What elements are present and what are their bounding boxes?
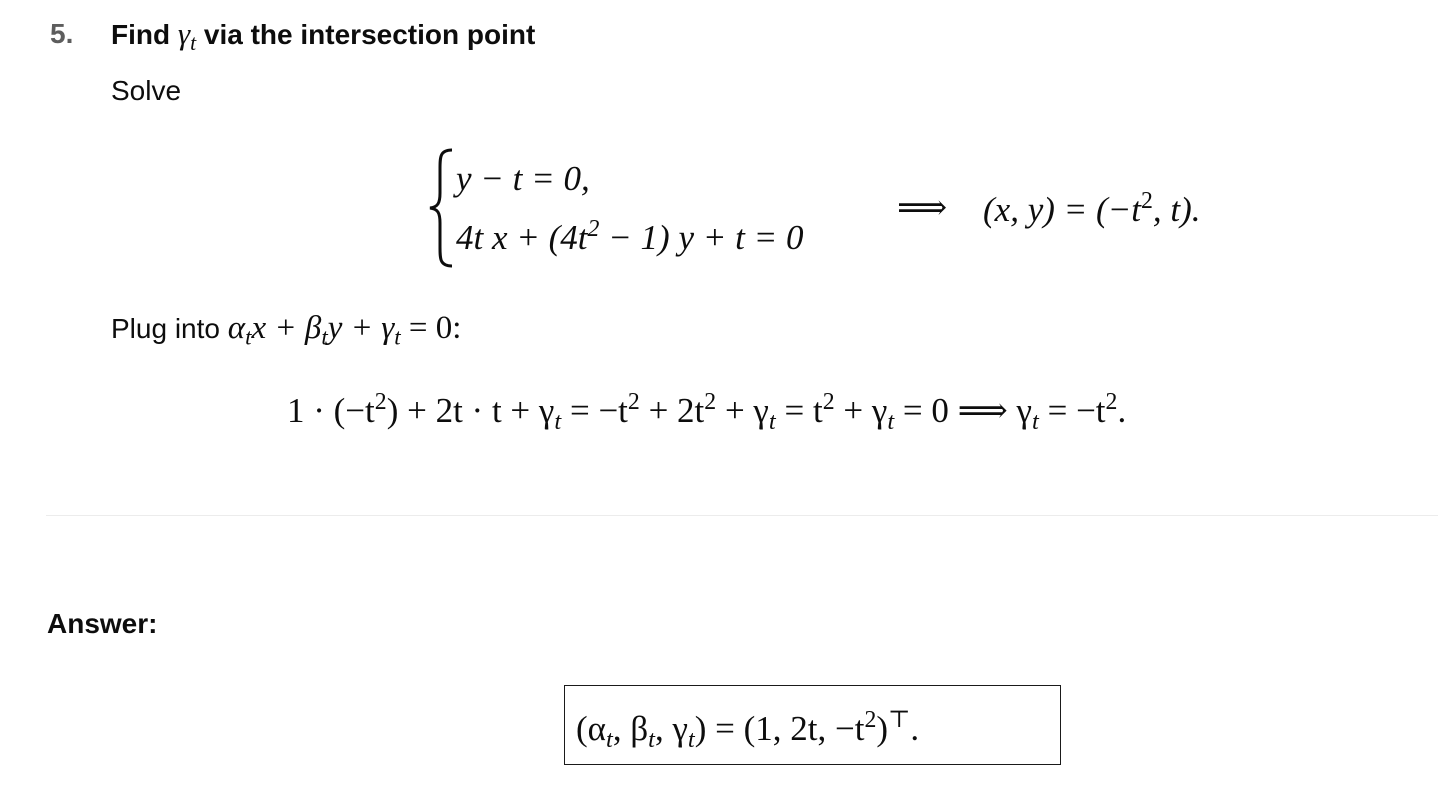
system-result: (x, $y) = (-t^2$, t). — [983, 188, 1201, 230]
system-eq1: y − t = 0, — [456, 159, 590, 198]
plug-label: Plug into — [111, 313, 228, 344]
plug-expression: $\alpha_tx + \beta_ty + \gamma_t$ — [227, 310, 401, 350]
answer-expression: ($\alpha_t$, $\beta_t$, $\gamma_t) = (1$, 2t, $-t^2)^⊤$. — [576, 707, 920, 753]
heading-text-pre: Find — [111, 19, 178, 50]
plug-tail: = 0: — [400, 310, 462, 346]
system-implies-arrow: ⟹ — [897, 188, 948, 227]
heading-gamma: $\gamma_t$ — [177, 16, 197, 56]
calculation-line: $1 \cdot (-t^2) + 2t \cdot t + \gamma_t = -t^2 + 2t^2 + \gamma_t = t^2 + \gamma_t = 0$ ⟹ $\gamma_t = -t^2$. — [287, 389, 1127, 435]
answer-label: Answer: — [47, 608, 158, 639]
step-number: 5. — [50, 18, 74, 49]
step-heading — [111, 18, 535, 55]
solve-label: Solve — [111, 75, 182, 106]
system-eq2: 4t $x + (4t^2 - 1) y + t = 0$ — [456, 216, 804, 258]
heading-text-post: via the intersection point — [196, 19, 536, 50]
section-divider — [46, 515, 1438, 516]
plug-line — [111, 312, 461, 349]
left-brace-icon — [426, 147, 456, 269]
